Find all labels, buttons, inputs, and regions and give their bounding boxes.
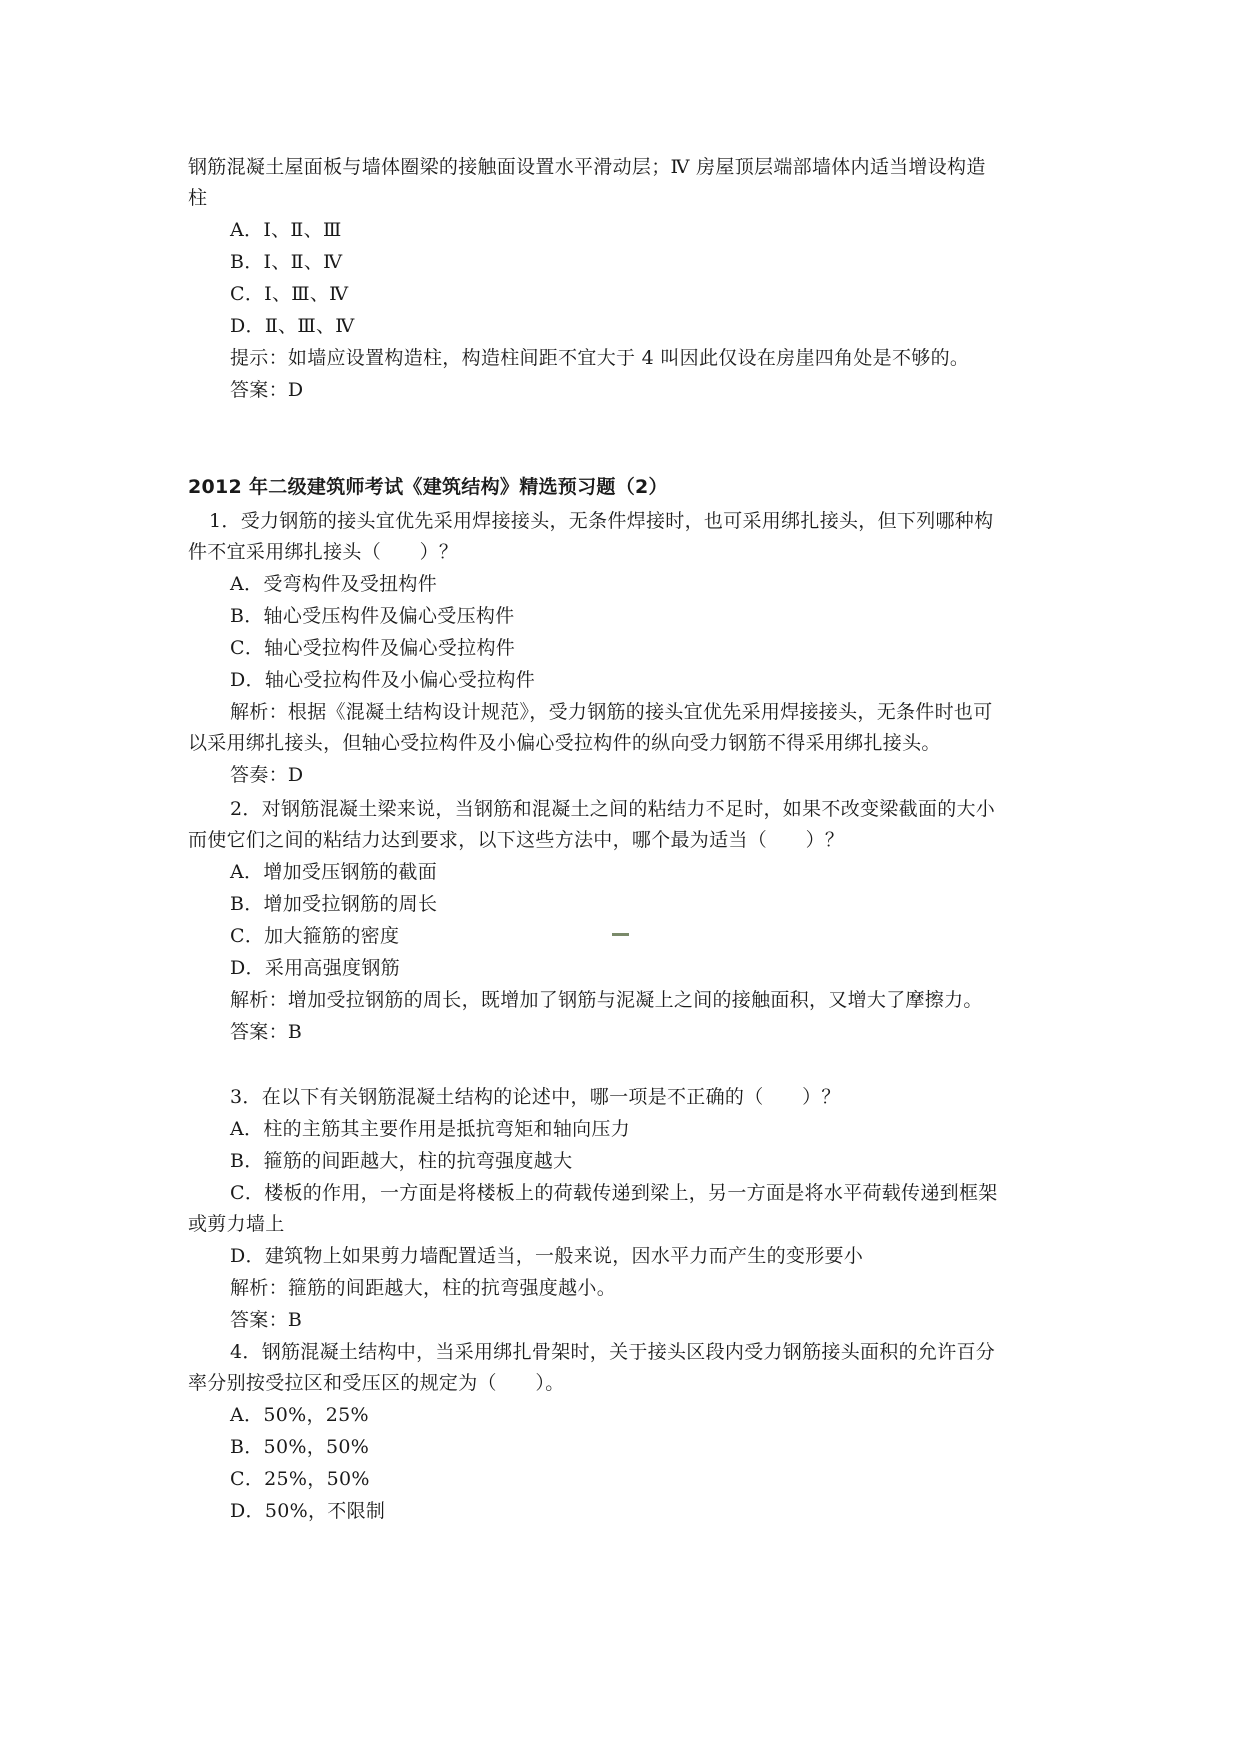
q1-analysis-line1: 解析：根据《混凝土结构设计规范》，受力钢筋的接头宜优先采用焊接接头，无条件时也可 [230, 701, 993, 723]
q1-option-c: C．轴心受拉构件及偏心受拉构件 [230, 637, 516, 659]
q1-answer: 答奏：D [230, 764, 304, 786]
q3-option-c-line2: 或剪力墙上 [188, 1213, 285, 1235]
q2-option-a: A．增加受压钢筋的截面 [230, 861, 438, 883]
q3-analysis: 解析：箍筋的间距越大，柱的抗弯强度越小。 [230, 1277, 617, 1299]
q4-option-a: A．50%，25% [230, 1404, 369, 1426]
prev-hint: 提示：如墙应设置构造柱，构造柱间距不宜大于 4 叫因此仅设在房崖四角处是不够的。 [230, 347, 970, 369]
q1-option-d: D．轴心受拉构件及小偏心受拉构件 [230, 669, 536, 691]
q1-stem-line1: 1．受力钢筋的接头宜优先采用焊接接头，无条件焊接时，也可采用绑扎接头，但下列哪种构 [209, 510, 994, 532]
q3-option-a: A．柱的主筋其主要作用是抵抗弯矩和轴向压力 [230, 1118, 631, 1140]
q3-option-b: B．箍筋的间距越大，柱的抗弯强度越大 [230, 1150, 573, 1172]
prev-option-b: B．Ⅰ、Ⅱ、Ⅳ [230, 251, 343, 273]
q1-option-a: A．受弯构件及受扭构件 [230, 573, 438, 595]
prev-question-stem-line1: 钢筋混凝土屋面板与墙体圈梁的接触面设置水平滑动层；Ⅳ 房屋顶层端部墙体内适当增设构造 [188, 156, 986, 178]
q2-stem-line1: 2．对钢筋混凝土梁来说，当钢筋和混凝土之间的粘结力不足时，如果不改变梁截面的大小 [230, 798, 996, 820]
q1-option-b: B．轴心受压构件及偏心受压构件 [230, 605, 515, 627]
q4-option-d: D．50%，不限制 [230, 1500, 386, 1522]
q2-option-c: C．加大箍筋的密度 [230, 925, 400, 947]
q3-answer: 答案：B [230, 1309, 303, 1331]
prev-answer: 答案：D [230, 379, 304, 401]
q3-option-d: D．建筑物上如果剪力墙配置适当，一般来说，因水平力而产生的变形要小 [230, 1245, 864, 1267]
q4-option-c: C．25%，50% [230, 1468, 370, 1490]
prev-option-c: C．Ⅰ、Ⅲ、Ⅳ [230, 283, 349, 305]
q1-analysis-line2: 以采用绑扎接头，但轴心受拉构件及小偏心受拉构件的纵向受力钢筋不得采用绑扎接头。 [188, 732, 941, 754]
q3-option-c-line1: C．楼板的作用，一方面是将楼板上的荷载传递到梁上，另一方面是将水平荷载传递到框架 [230, 1182, 998, 1204]
q3-stem: 3．在以下有关钢筋混凝土结构的论述中，哪一项是不正确的（ ）？ [230, 1086, 841, 1108]
q1-stem-line2: 件不宜采用绑扎接头（ ）？ [188, 541, 459, 563]
section-title: 2012 年二级建筑师考试《建筑结构》精选预习题（2） [188, 476, 668, 498]
prev-option-a: A．Ⅰ、Ⅱ、Ⅲ [230, 219, 342, 241]
q2-answer: 答案：B [230, 1021, 303, 1043]
q2-option-b: B．增加受拉钢筋的周长 [230, 893, 438, 915]
prev-option-d: D．Ⅱ、Ⅲ、Ⅳ [230, 315, 355, 337]
q4-stem-line2: 率分别按受拉区和受压区的规定为（ ）。 [188, 1372, 565, 1394]
q4-option-b: B．50%，50% [230, 1436, 370, 1458]
q2-analysis: 解析：增加受拉钢筋的周长，既增加了钢筋与泥凝上之间的接触面积，又增大了摩擦力。 [230, 989, 983, 1011]
prev-question-stem-line2: 柱 [188, 187, 208, 209]
q4-stem-line1: 4．钢筋混凝土结构中，当采用绑扎骨架时，关于接头区段内受力钢筋接头面积的允许百分 [230, 1341, 996, 1363]
q2-option-d: D．采用高强度钢筋 [230, 957, 400, 979]
q2-stem-line2: 而使它们之间的粘结力达到要求，以下这些方法中，哪个最为适当（ ）？ [188, 829, 845, 851]
